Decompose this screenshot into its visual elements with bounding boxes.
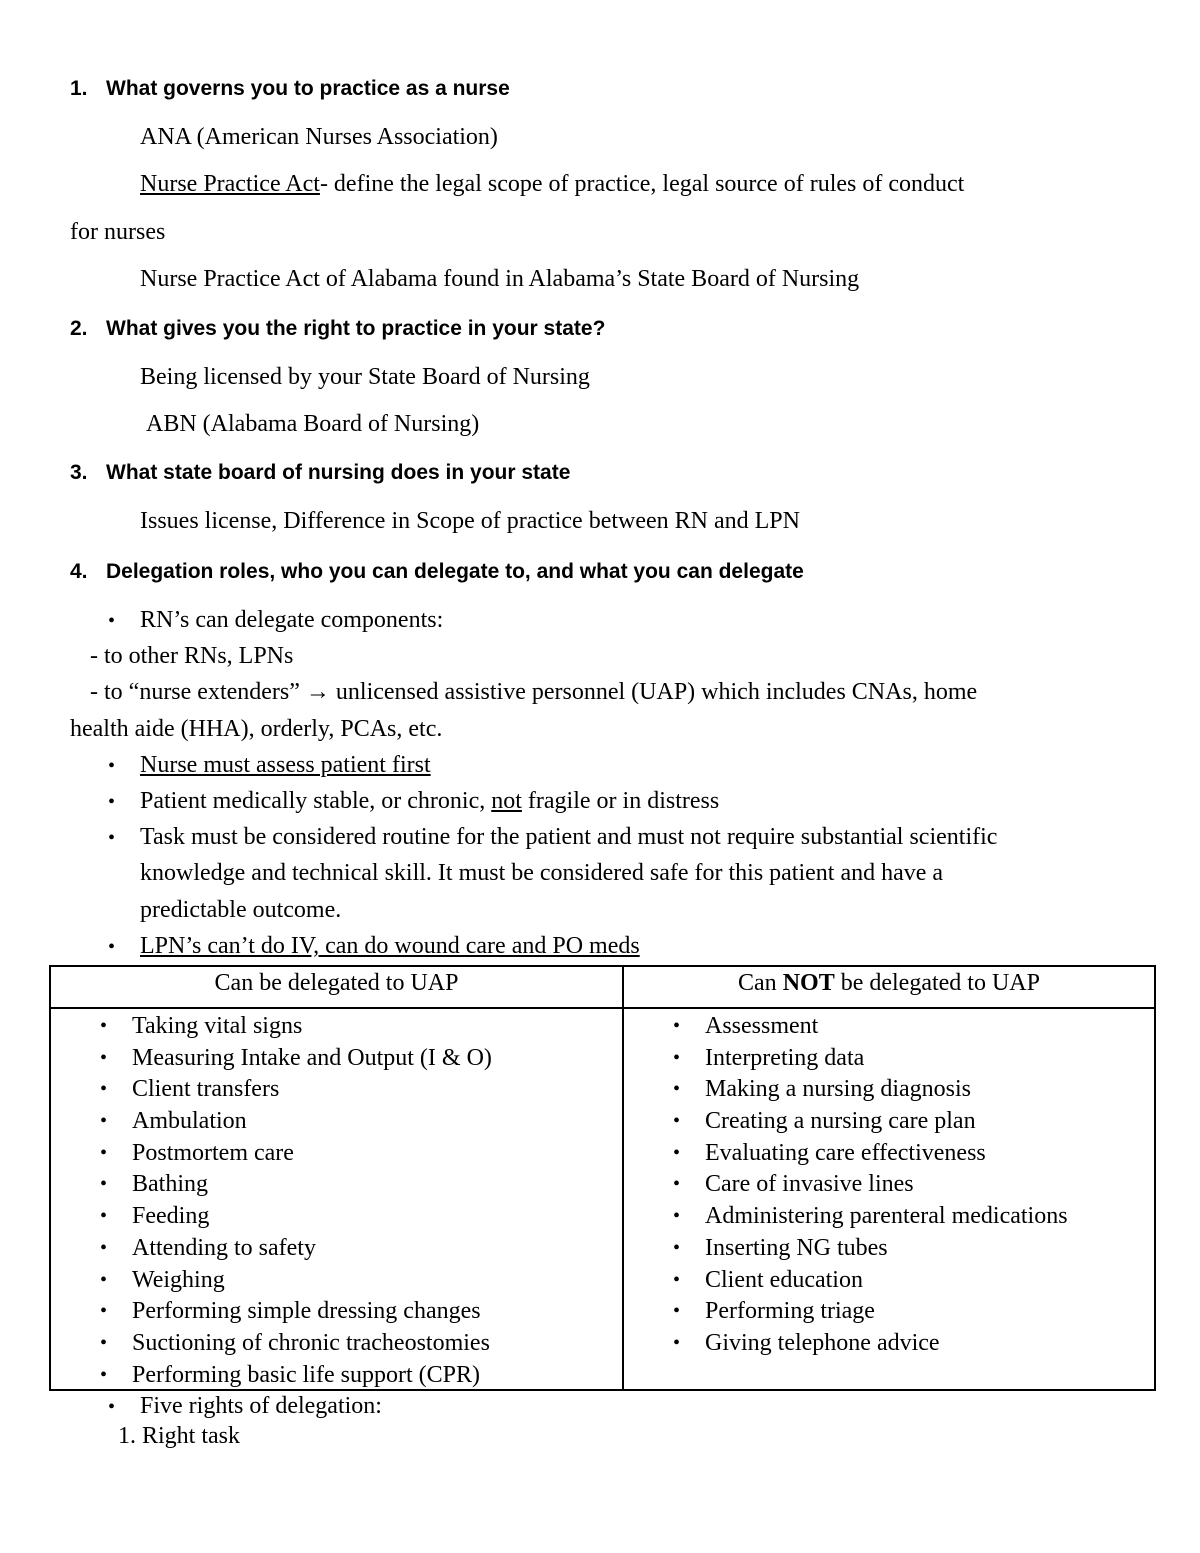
- cannot-delegate-item-label: Administering parenteral medications: [705, 1203, 1068, 1230]
- task-routine: Task must be considered routine for the patient and must not require substantial scientific: [140, 824, 998, 850]
- can-delegate-item-label: Ambulation: [132, 1108, 247, 1135]
- table-header-divider: [49, 1007, 1156, 1009]
- nurse-practice-act-link[interactable]: Nurse Practice Act: [140, 171, 320, 197]
- bullet-icon: •: [673, 1173, 681, 1196]
- can-delegate-item-label: Bathing: [132, 1171, 208, 1198]
- bullet-icon: •: [100, 1173, 108, 1196]
- bullet-icon: •: [108, 1396, 116, 1418]
- task-routine-cont2: predictable outcome.: [140, 897, 342, 923]
- q4-heading: Delegation roles, who you can delegate to, and what you can delegate: [106, 560, 804, 583]
- cannot-delegate-item-label: Assessment: [705, 1013, 819, 1039]
- q4-number: 4.: [70, 560, 88, 583]
- q1-npa-definition-cont: for nurses: [70, 219, 166, 245]
- to-extenders: - to “nurse extenders” → unlicensed assistive personnel (UAP) which includes CNAs, home: [90, 679, 978, 705]
- q1-ana: ANA (American Nurses Association): [140, 124, 498, 150]
- q3-heading: What state board of nursing does in your state: [106, 461, 571, 484]
- bullet-icon: •: [673, 1205, 681, 1228]
- right-task: 1. Right task: [118, 1423, 241, 1449]
- task-routine-cont: knowledge and technical skill. It must be considered safe for this patient and have a: [140, 860, 944, 886]
- to-extenders-cont: health aide (HHA), orderly, PCAs, etc.: [70, 716, 443, 742]
- not-emphasis: NOT: [782, 970, 835, 996]
- bullet-icon: •: [108, 791, 116, 813]
- bullet-icon: •: [673, 1015, 681, 1037]
- can-delegate-item-label: Suctioning of chronic tracheostomies: [132, 1329, 490, 1356]
- q1-heading: What governs you to practice as a nurse: [106, 77, 510, 100]
- assess-first: Nurse must assess patient first: [140, 752, 431, 778]
- five-rights: Five rights of delegation:: [140, 1393, 382, 1419]
- bullet-icon: •: [100, 1268, 108, 1291]
- bullet-icon: •: [108, 827, 116, 849]
- bullet-icon: •: [673, 1110, 681, 1133]
- cannot-delegate-item-label: Care of invasive lines: [705, 1171, 914, 1198]
- q3-line1: Issues license, Difference in Scope of practice between RN and LPN: [140, 508, 800, 534]
- cannot-delegate-item-label: Creating a nursing care plan: [705, 1108, 976, 1135]
- can-delegate-item-label: Performing basic life support (CPR): [132, 1361, 480, 1388]
- bullet-icon: •: [108, 610, 116, 632]
- can-delegate-item-label: Feeding: [132, 1203, 210, 1230]
- to-rns: - to other RNs, LPNs: [90, 643, 294, 669]
- bullet-icon: •: [673, 1046, 681, 1069]
- bullet-icon: •: [100, 1141, 108, 1164]
- table-column-divider: [622, 965, 624, 1391]
- bullet-icon: •: [673, 1236, 681, 1259]
- not-emphasis: not: [491, 788, 522, 814]
- bullet-icon: •: [100, 1236, 108, 1259]
- cannot-delegate-item-label: Evaluating care effectiveness: [705, 1139, 986, 1166]
- q1-npa-alabama: Nurse Practice Act of Alabama found in Alabama’s State Board of Nursing: [140, 266, 860, 292]
- lpn-note: LPN’s can’t do IV, can do wound care and PO meds: [140, 933, 640, 959]
- bullet-icon: •: [108, 755, 116, 777]
- can-delegate-item-label: Postmortem care: [132, 1139, 294, 1166]
- bullet-icon: •: [100, 1046, 108, 1069]
- cannot-delegate-item-label: Client education: [705, 1266, 863, 1293]
- q2-line2: ABN (Alabama Board of Nursing): [146, 411, 480, 437]
- bullet-icon: •: [673, 1331, 681, 1354]
- bullet-icon: •: [100, 1363, 108, 1386]
- cannot-delegate-item-label: Performing triage: [705, 1298, 875, 1325]
- cannot-delegate-item-label: Inserting NG tubes: [705, 1234, 888, 1261]
- q2-number: 2.: [70, 317, 88, 340]
- patient-stable: Patient medically stable, or chronic, not fragile or in distress: [140, 788, 720, 814]
- npa-definition: - define the legal scope of practice, legal source of rules of conduct: [319, 171, 965, 197]
- bullet-icon: •: [100, 1015, 108, 1037]
- bullet-icon: •: [100, 1300, 108, 1323]
- rn-components: RN’s can delegate components:: [140, 607, 444, 633]
- can-delegate-header: Can be delegated to UAP: [214, 970, 459, 996]
- bullet-icon: •: [673, 1141, 681, 1164]
- bullet-icon: •: [673, 1300, 681, 1323]
- bullet-icon: •: [100, 1205, 108, 1228]
- bullet-icon: •: [100, 1110, 108, 1133]
- bullet-icon: •: [673, 1078, 681, 1101]
- bullet-icon: •: [100, 1331, 108, 1354]
- can-delegate-item-label: Client transfers: [132, 1076, 280, 1103]
- bullet-icon: •: [673, 1268, 681, 1291]
- cannot-delegate-header: Can NOT be delegated to UAP: [738, 970, 1040, 996]
- q2-heading: What gives you the right to practice in your state?: [106, 317, 606, 340]
- cannot-delegate-item-label: Making a nursing diagnosis: [705, 1076, 971, 1103]
- can-delegate-item-label: Performing simple dressing changes: [132, 1298, 481, 1325]
- q1-number: 1.: [70, 77, 88, 100]
- q3-number: 3.: [70, 461, 88, 484]
- can-delegate-item-label: Measuring Intake and Output (I & O): [132, 1044, 492, 1071]
- bullet-icon: •: [100, 1078, 108, 1101]
- can-delegate-item-label: Weighing: [132, 1266, 225, 1293]
- q1-npa-line: [140, 171, 964, 198]
- bullet-icon: •: [108, 936, 116, 958]
- cannot-delegate-item-label: Interpreting data: [705, 1044, 865, 1071]
- q2-line1: Being licensed by your State Board of Nursing: [140, 364, 590, 390]
- cannot-delegate-item-label: Giving telephone advice: [705, 1329, 940, 1356]
- can-delegate-item-label: Attending to safety: [132, 1234, 316, 1261]
- can-delegate-item-label: Taking vital signs: [132, 1013, 303, 1039]
